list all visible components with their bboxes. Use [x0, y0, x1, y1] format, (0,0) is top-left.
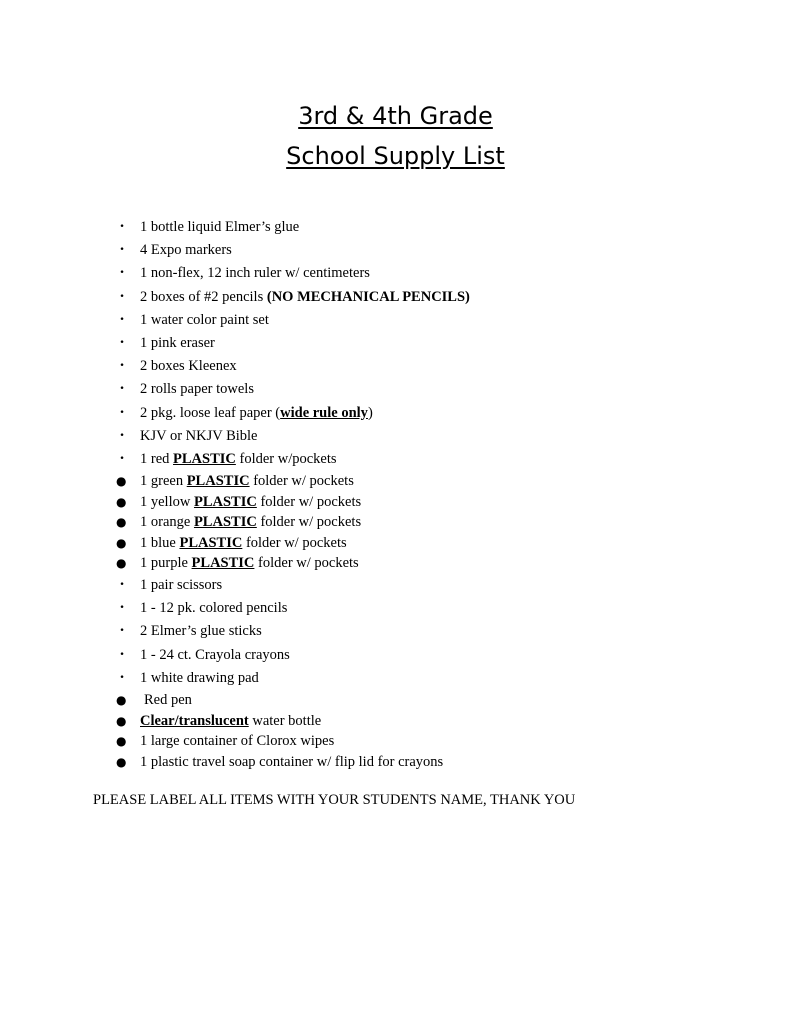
bullet-icon: • — [119, 453, 125, 464]
list-item: • KJV or NKJV Bible — [0, 425, 791, 448]
bullet-icon: ● — [116, 494, 127, 509]
bullet-icon: • — [119, 603, 125, 614]
bullet-icon: • — [119, 268, 125, 279]
bullet-icon: • — [119, 430, 125, 441]
list-item: • 2 rolls paper towels — [0, 378, 791, 401]
list-item: • 1 water color paint set — [0, 309, 791, 332]
emphasis: PLASTIC — [179, 534, 243, 551]
list-item: • 1 bottle liquid Elmer’s glue — [0, 216, 791, 239]
list-item: • 1 - 24 ct. Crayola crayons — [0, 644, 791, 667]
emphasis: PLASTIC — [186, 473, 250, 490]
list-item: ● 1 plastic travel soap container w/ flip lid for crayons — [0, 752, 791, 773]
bullet-icon: • — [119, 626, 125, 637]
emphasis: PLASTIC — [173, 450, 236, 467]
emphasis: wide rule only — [280, 404, 368, 421]
list-item: • 2 pkg. loose leaf paper (wide rule only) — [0, 402, 791, 425]
emphasis: Clear/translucent — [140, 712, 249, 729]
bullet-icon: ● — [116, 734, 127, 749]
emphasis: PLASTIC — [193, 514, 257, 531]
bullet-icon: • — [119, 672, 125, 683]
title-line-1: 3rd & 4th Grade — [298, 102, 493, 130]
list-item: ● 1 orange PLASTIC folder w/ pockets — [0, 512, 791, 533]
list-item: • 1 red PLASTIC folder w/pockets — [0, 448, 791, 471]
bullet-icon: • — [119, 649, 125, 660]
list-item: ● Red pen — [0, 690, 791, 711]
bullet-icon: • — [119, 361, 125, 372]
bullet-icon: • — [119, 314, 125, 325]
emphasis: PLASTIC — [193, 493, 257, 510]
bullet-icon: ● — [116, 713, 127, 728]
list-item: ● 1 green PLASTIC folder w/ pockets — [0, 471, 791, 492]
bullet-icon: • — [119, 291, 125, 302]
bullet-icon: ● — [116, 535, 127, 550]
list-item: ● 1 yellow PLASTIC folder w/ pockets — [0, 492, 791, 513]
list-item: • 1 non-flex, 12 inch ruler w/ centimeters — [0, 262, 791, 285]
list-item: • 1 - 12 pk. colored pencils — [0, 597, 791, 620]
bullet-icon: • — [119, 337, 125, 348]
bullet-icon: • — [119, 245, 125, 256]
footer-note: PLEASE LABEL ALL ITEMS WITH YOUR STUDENTS NAME, THANK YOU — [93, 792, 576, 808]
bullet-icon: • — [119, 580, 125, 591]
bullet-icon: • — [119, 384, 125, 395]
bullet-icon: ● — [116, 474, 127, 489]
bullet-icon: ● — [116, 515, 127, 530]
list-item: • 4 Expo markers — [0, 239, 791, 262]
bullet-icon: ● — [116, 692, 127, 707]
list-item: ● 1 blue PLASTIC folder w/ pockets — [0, 533, 791, 554]
list-item: • 2 boxes of #2 pencils (NO MECHANICAL PENCILS) — [0, 286, 791, 309]
bullet-icon: • — [119, 407, 125, 418]
bullet-icon: • — [119, 222, 125, 232]
list-item: • 2 boxes Kleenex — [0, 355, 791, 378]
list-item: • 1 pink eraser — [0, 332, 791, 355]
list-item: • 1 white drawing pad — [0, 667, 791, 690]
emphasis: (NO MECHANICAL PENCILS) — [266, 288, 470, 305]
list-item: ● 1 purple PLASTIC folder w/ pockets — [0, 553, 791, 574]
emphasis: PLASTIC — [191, 555, 255, 572]
title-block — [0, 96, 791, 176]
bullet-icon: ● — [116, 556, 127, 571]
title-line-2: School Supply List — [286, 142, 505, 170]
bullet-icon: ● — [116, 754, 127, 769]
list-item: • 1 pair scissors — [0, 574, 791, 597]
supply-list — [0, 216, 791, 772]
list-item: ● Clear/translucent water bottle — [0, 711, 791, 732]
list-item: ● 1 large container of Clorox wipes — [0, 731, 791, 752]
list-item: • 2 Elmer’s glue sticks — [0, 620, 791, 643]
